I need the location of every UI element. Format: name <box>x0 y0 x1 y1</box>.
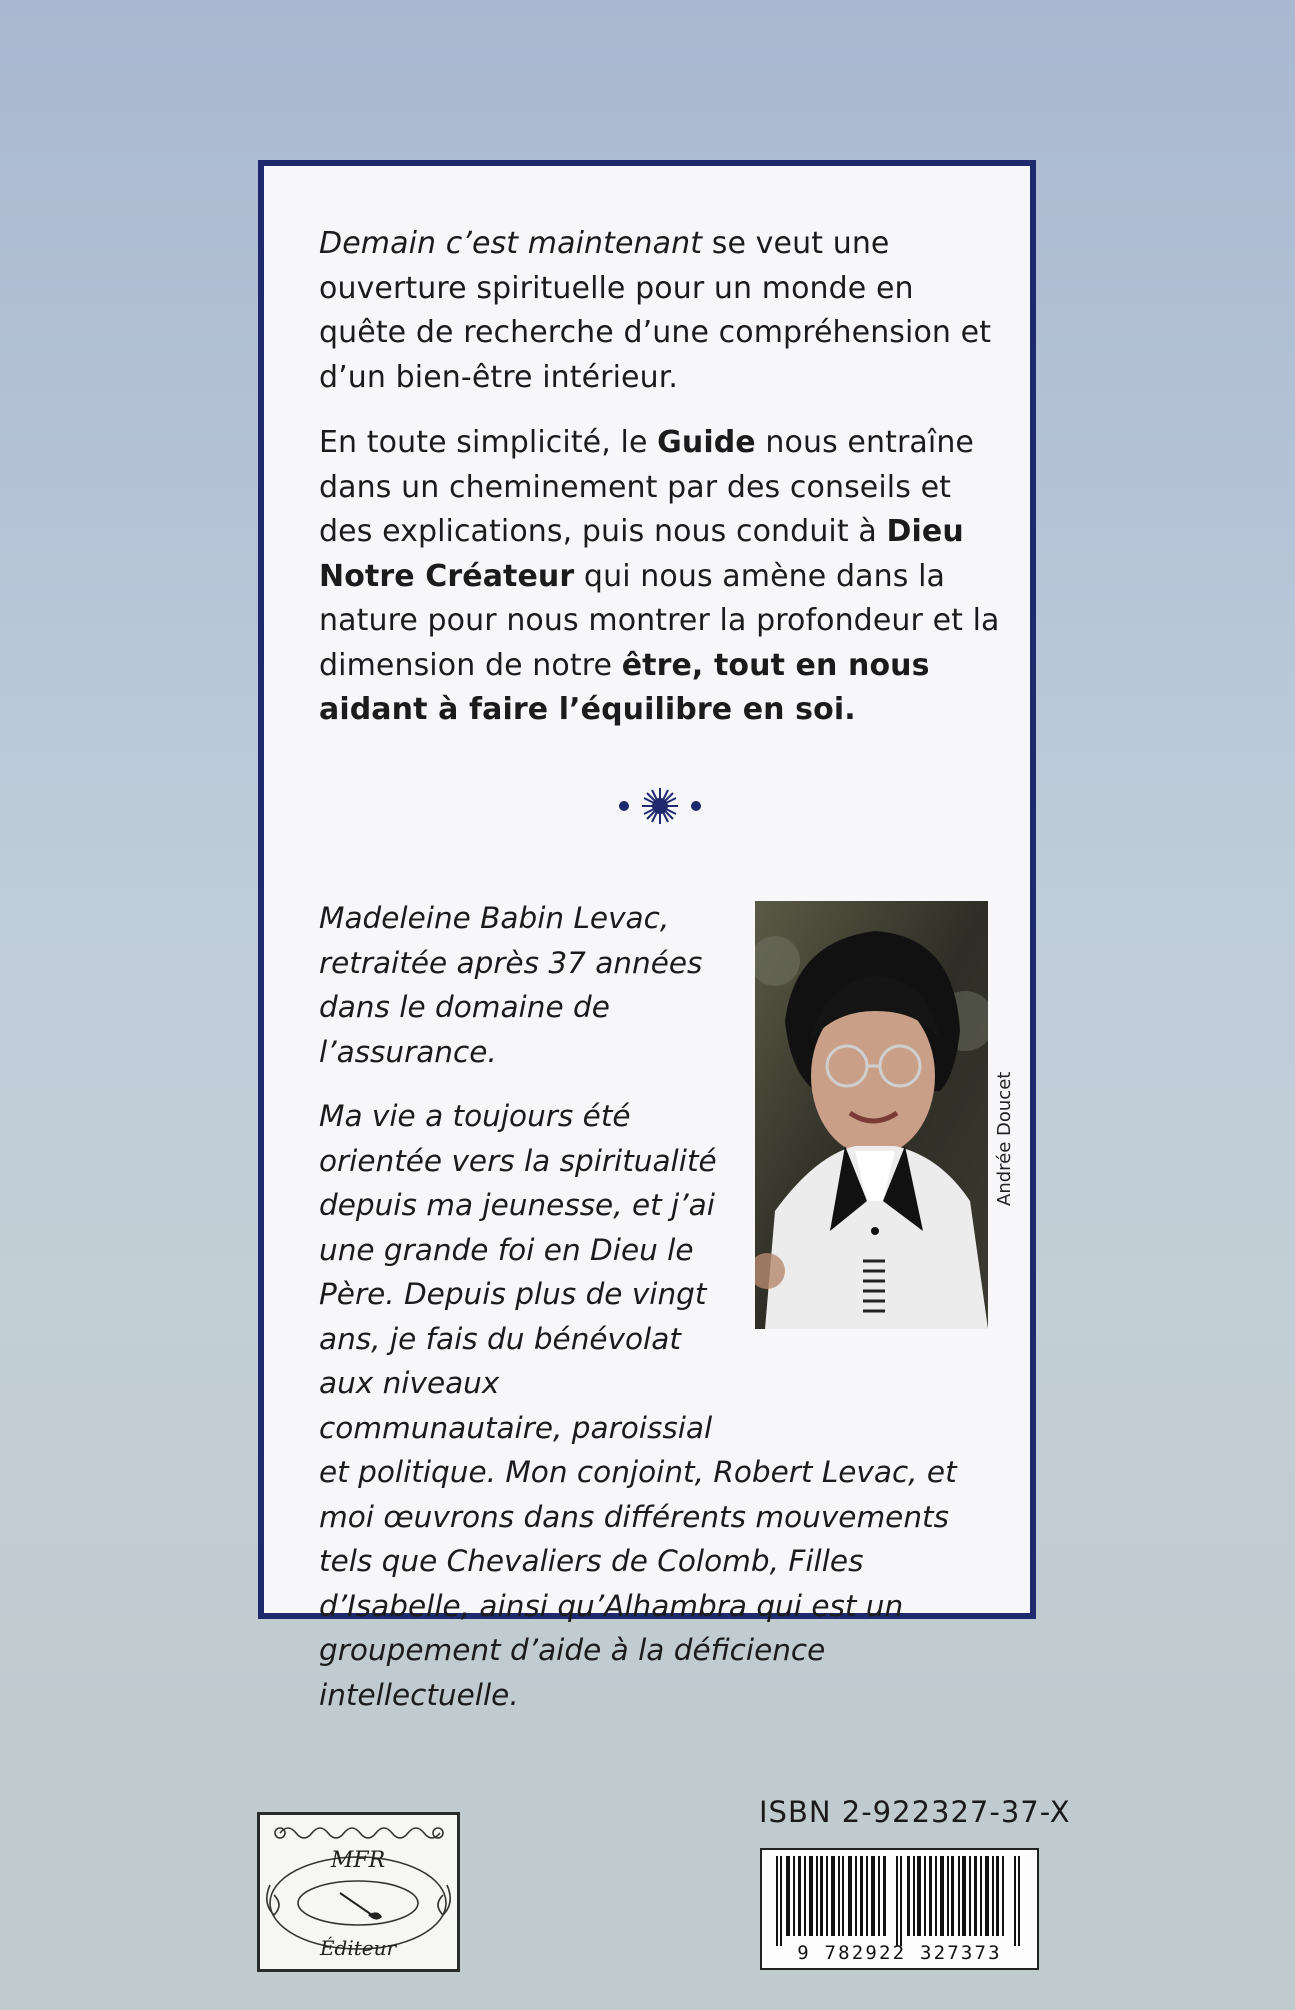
publisher-logo <box>257 1812 460 1972</box>
author-text-2: et politique. Mon conjoint, Robert Levac, et moi œuvrons dans différents mouvements tels que Chevaliers de Colomb, Filles d’Isabelle, ainsi qu’Alhambra qui est un groupement d’aide à la déficience intellectuelle. <box>319 1455 957 1712</box>
description-paragraph-1 <box>319 222 1009 400</box>
description-paragraph-2 <box>319 421 1009 733</box>
author-text-1: Ma vie a toujours été orientée vers la spiritualité depuis ma jeunesse, et j’ai une grande foi en Dieu le Père. Depuis plus de vingt ans, je fais du bénévolat aux niveaux communautaire, paroissial <box>319 1099 717 1445</box>
photo-credit: Andrée Doucet <box>994 1071 1015 1206</box>
barcode <box>760 1848 1039 1970</box>
author-intro: Madeleine Babin Levac, retraitée après 37 années dans le domaine de l’assurance. <box>319 901 703 1069</box>
description-p2-text-b: nous entraîne dans un cheminement par des conseils et des explications, puis nous conduit à <box>319 425 974 549</box>
description-p2-text-c: qui nous amène dans la nature pour nous montrer la profondeur et la dimension de notre <box>319 558 1000 683</box>
barcode-bars-icon <box>762 1856 1037 1948</box>
publisher-name: MFR <box>330 1848 386 1873</box>
star-ornament-icon <box>610 786 710 826</box>
guide-bold: Guide <box>657 425 756 460</box>
publisher-subtitle: Éditeur <box>319 1936 397 1960</box>
description-p1-text: se veut une ouverture spirituelle pour un monde en quête de recherche d’une compréhension et d’un bien-être intérieur. <box>319 226 992 395</box>
dieu-bold: Dieu Notre Créateur <box>319 514 964 594</box>
publisher-emblem-icon <box>260 1815 457 1969</box>
author-portrait-icon <box>755 901 988 1329</box>
isbn-label: ISBN 2-922327-37-X <box>759 1795 1071 1829</box>
description-p2-text-a: En toute simplicité, le <box>319 425 658 460</box>
description-panel <box>258 160 1036 1712</box>
book-title-italic: Demain c’est maintenant <box>319 226 703 261</box>
barcode-number: 9 782922 327373 <box>797 1942 1002 1964</box>
etre-bold: être, tout en nous aidant à faire l’équilibre en soi. <box>319 647 930 727</box>
author-photo <box>755 901 988 1329</box>
